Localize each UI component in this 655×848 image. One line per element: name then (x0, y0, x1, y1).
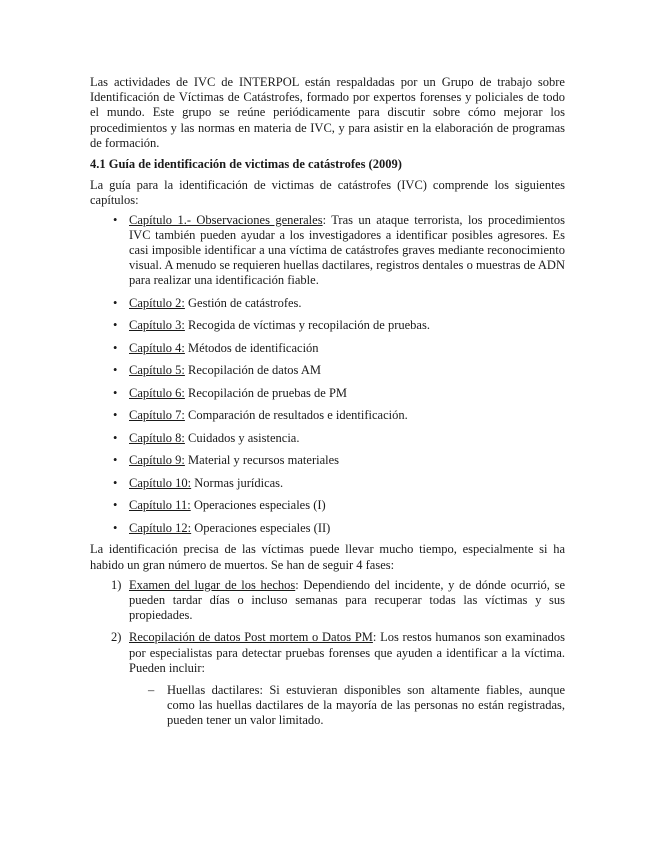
bullet-marker: • (113, 408, 118, 423)
chapter-label: Capítulo 5: (129, 363, 185, 378)
chapter-text: Recopilación de pruebas de PM (184, 385, 348, 400)
chapter-item (90, 453, 565, 468)
phase-text: : Dependiendo del incidente, y de dónde ocurrió, se pueden tardar días o incluso semanas para recuperar todas las víctimas y sus propiedades. (129, 577, 565, 623)
chapters-intro: La guía para la identificación de victimas de catástrofes (IVC) comprende los siguientes capítulos: (90, 178, 565, 208)
document-page (90, 75, 565, 736)
chapter-item (90, 408, 565, 423)
chapter-label: Capítulo 7: (129, 408, 185, 423)
section-heading: 4.1 Guía de identificación de victimas de catástrofes (2009) (90, 157, 402, 172)
chapter-label: Capítulo 12: (129, 520, 192, 535)
phase-label: Recopilación de datos Post mortem o Datos PM (129, 630, 373, 645)
intro-paragraph: Las actividades de IVC de INTERPOL están respaldadas por un Grupo de trabajo sobre Identificación de Víctimas de Catástrofes, formado por expertos forenses y policiales de todo el mundo. Este grupo se reúne periódicamente para discutir sobre cómo mejorar los procedimientos y las normas en materia de IVC, y para asistir en la elaboración de programas de formación. (90, 75, 565, 150)
chapter-label: Capítulo 11: (129, 498, 191, 513)
phase-number: 2) (111, 630, 122, 645)
chapter-text: Gestión de catástrofes. (184, 295, 302, 310)
bullet-marker: • (113, 475, 118, 490)
bullet-marker: • (113, 498, 118, 513)
bullet-marker: • (113, 340, 118, 355)
chapter-label: Capítulo 2: (129, 295, 185, 310)
chapter-item (90, 431, 565, 446)
phases-intro: La identificación precisa de las víctimas puede llevar mucho tiempo, especialmente si ha habido un gran número de muertos. Se han de seguir 4 fases: (90, 542, 565, 572)
chapter-text: Recopilación de datos AM (184, 363, 321, 378)
chapter-item (90, 386, 565, 401)
chapter-text: Recogida de víctimas y recopilación de pruebas. (184, 318, 430, 333)
phase-item (90, 578, 565, 624)
chapter-item (90, 498, 565, 513)
bullet-marker: • (113, 295, 118, 310)
bullet-marker: • (113, 212, 118, 227)
chapter-text: Comparación de resultados e identificación. (184, 408, 408, 423)
chapter-text: : Tras un ataque terrorista, los procedimientos IVC también pueden ayudar a los investigadores a identificar posibles agresores. Es casi imposible identificar a una víctima de catástrofes graves mediante reconocimiento visual. A menudo se requieren huellas dactilares, registros dentales o muestras de ADN para realizar una identificación fiable. (129, 212, 566, 288)
chapter-list (90, 213, 565, 537)
chapter-text: Operaciones especiales (II) (191, 520, 331, 535)
chapter-text: Material y recursos materiales (184, 453, 340, 468)
bullet-marker: • (113, 430, 118, 445)
chapter-item (90, 521, 565, 536)
chapter-item (90, 341, 565, 356)
chapter-text: Operaciones especiales (I) (190, 498, 326, 513)
chapter-item (90, 476, 565, 491)
chapter-text: Métodos de identificación (184, 340, 319, 355)
chapter-item (90, 213, 565, 289)
phase-item (90, 630, 565, 728)
bullet-marker: • (113, 385, 118, 400)
chapter-item (90, 318, 565, 333)
phase-number: 1) (111, 577, 122, 592)
chapter-label: Capítulo 4: (129, 340, 185, 355)
bullet-marker: • (113, 318, 118, 333)
chapter-label: Capítulo 1.- Observaciones generales (129, 212, 323, 227)
chapter-label: Capítulo 9: (129, 453, 185, 468)
chapter-label: Capítulo 6: (129, 385, 185, 400)
chapter-item (90, 363, 565, 378)
bullet-marker: • (113, 453, 118, 468)
phase-label: Examen del lugar de los hechos (129, 577, 296, 592)
evidence-text: Huellas dactilares: Si estuvieran disponibles son altamente fiables, aunque como las huellas dactilares de la mayoría de las personas no están registradas, pueden tener un valor limitado. (167, 683, 565, 728)
bullet-marker: • (113, 363, 118, 378)
bullet-marker: • (113, 520, 118, 535)
chapter-label: Capítulo 8: (129, 430, 185, 445)
chapter-text: Cuidados y asistencia. (184, 430, 300, 445)
chapter-item (90, 296, 565, 311)
phase-text: : Los restos humanos son examinados por especialistas para detectar pruebas forenses que ayuden a identificar a la víctima. Pueden incluir: (129, 630, 566, 675)
evidence-item (129, 683, 565, 729)
dash-marker: – (148, 683, 155, 698)
chapter-label: Capítulo 3: (129, 318, 185, 333)
chapter-text: Normas jurídicas. (191, 475, 284, 490)
evidence-list (129, 683, 565, 729)
chapter-label: Capítulo 10: (129, 475, 192, 490)
phase-list (90, 578, 565, 729)
